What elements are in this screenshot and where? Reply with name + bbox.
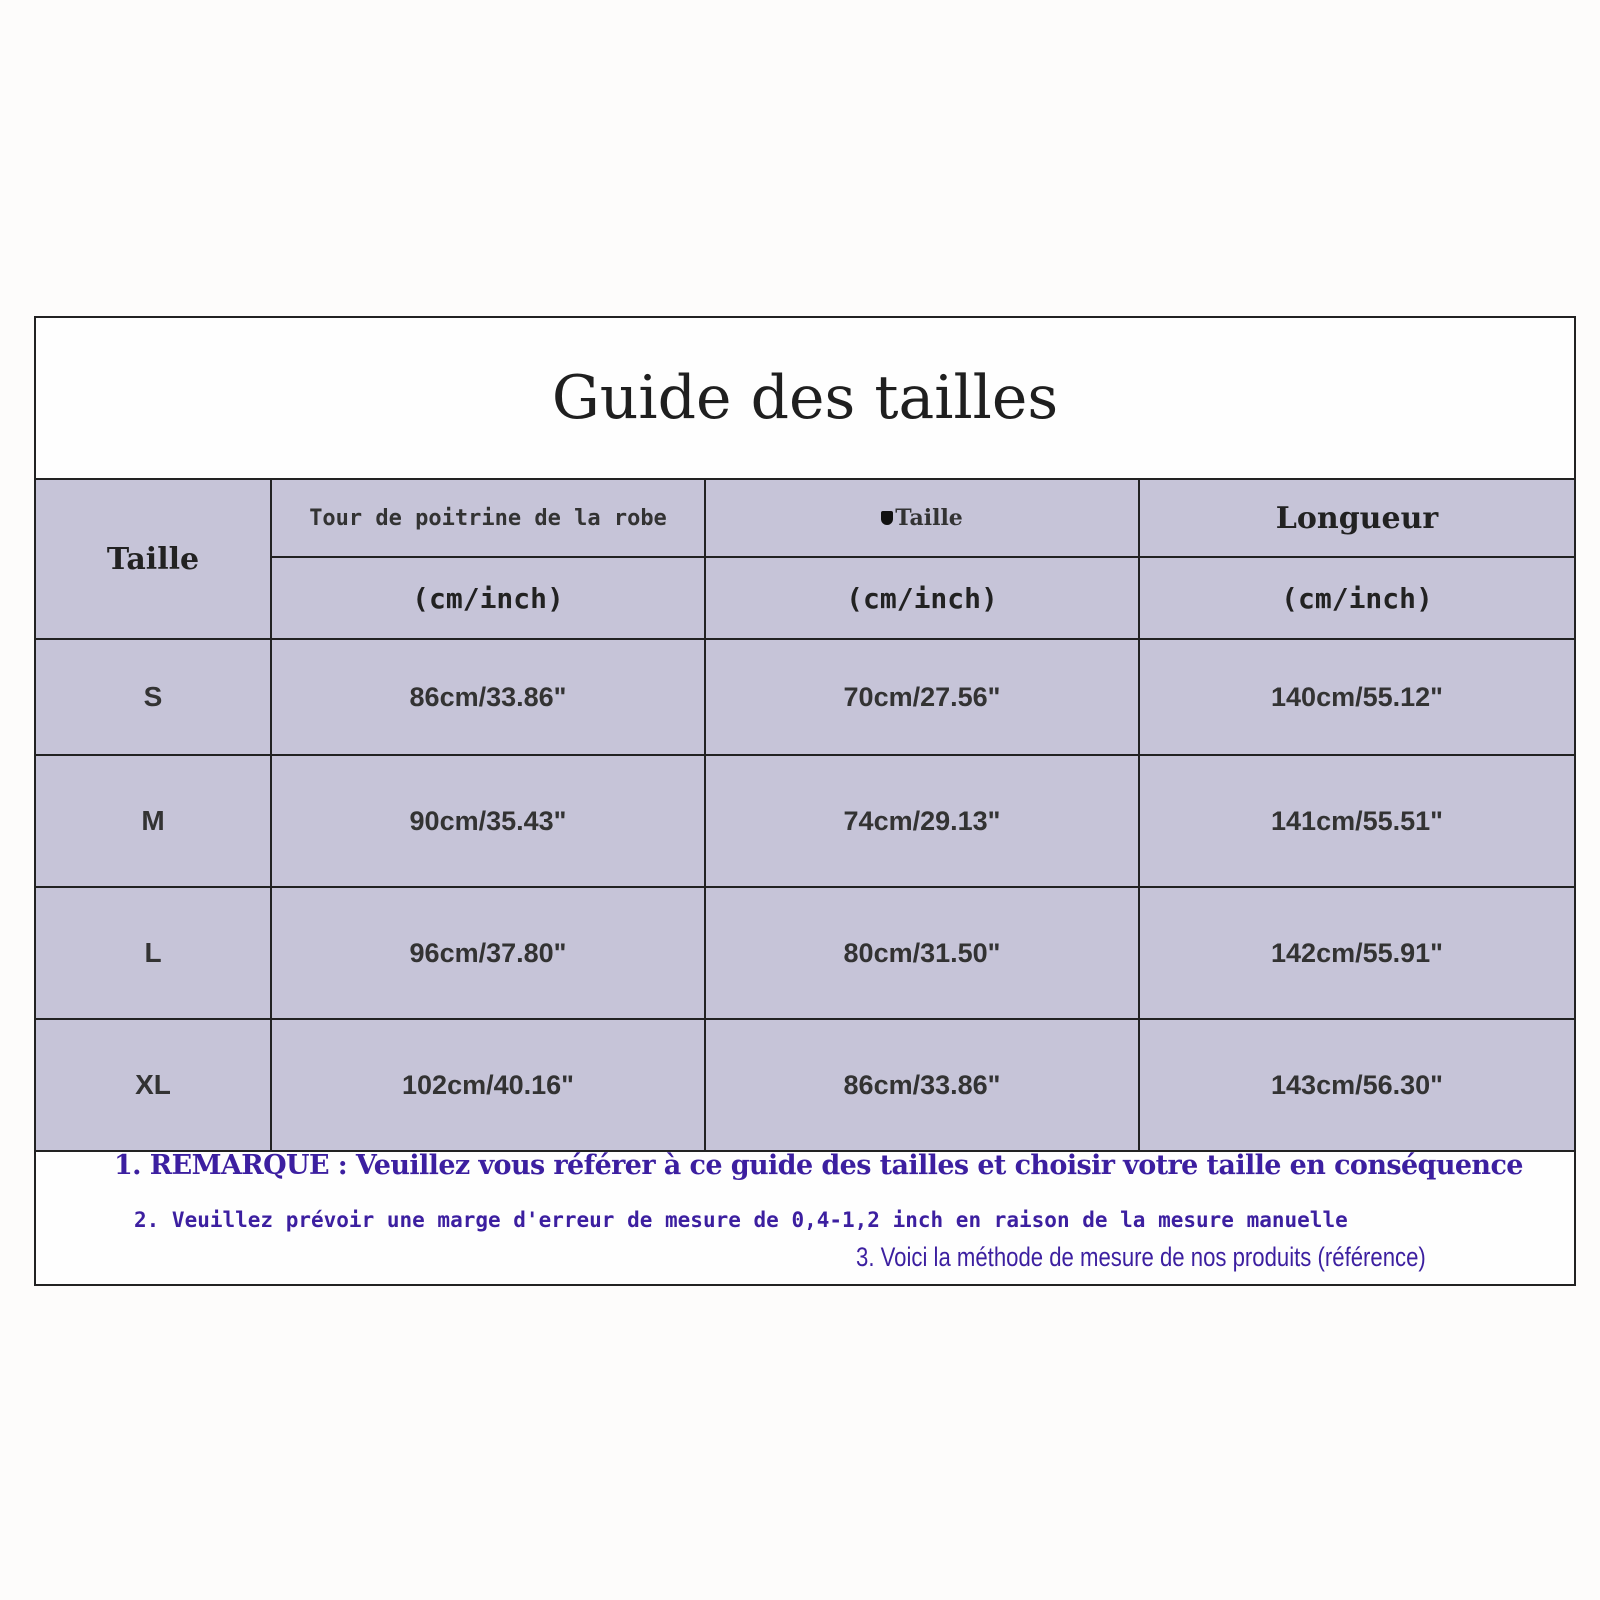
header-unit-bust: (cm/inch) [272,558,706,640]
header-waist-label: Taille [895,505,963,531]
size-cell: S [36,640,272,756]
size-guide-frame [34,316,1576,1286]
waist-cell: 80cm/31.50" [706,888,1140,1020]
length-cell: 142cm/55.91" [1140,888,1574,1020]
header-bust: Tour de poitrine de la robe [272,480,706,558]
length-cell: 141cm/55.51" [1140,756,1574,888]
note-remark: 1. REMARQUE : Veuillez vous référer à ce guide des tailles et choisir votre taille en conséquence [114,1150,1523,1181]
header-unit-waist: (cm/inch) [706,558,1140,640]
page-title: Guide des tailles [36,318,1574,480]
size-cell: XL [36,1020,272,1152]
note-method: 3. Voici la méthode de mesure de nos produits (référence) [856,1242,1426,1272]
header-waist [706,480,1140,558]
header-unit-length: (cm/inch) [1140,558,1574,640]
note-measurement-error: 2. Veuillez prévoir une marge d'erreur de mesure de 0,4-1,2 inch en raison de la mesure manuelle [134,1208,1348,1232]
bust-cell: 90cm/35.43" [272,756,706,888]
drop-icon [881,511,893,525]
waist-cell: 74cm/29.13" [706,756,1140,888]
header-size: Taille [36,480,272,640]
length-cell: 140cm/55.12" [1140,640,1574,756]
bust-cell: 86cm/33.86" [272,640,706,756]
waist-cell: 70cm/27.56" [706,640,1140,756]
size-cell: M [36,756,272,888]
header-length: Longueur [1140,480,1574,558]
size-cell: L [36,888,272,1020]
length-cell: 143cm/56.30" [1140,1020,1574,1152]
bust-cell: 102cm/40.16" [272,1020,706,1152]
bust-cell: 96cm/37.80" [272,888,706,1020]
waist-cell: 86cm/33.86" [706,1020,1140,1152]
